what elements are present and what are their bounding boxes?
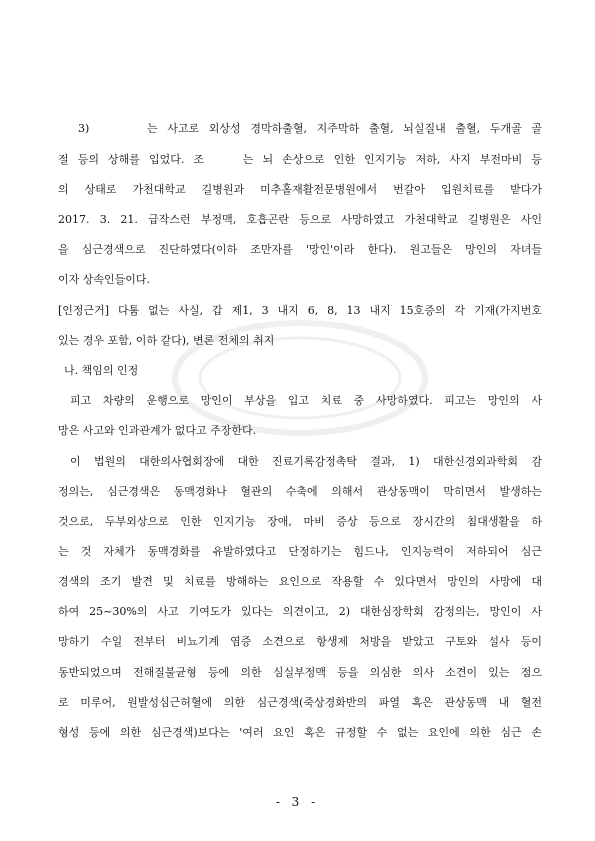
paragraph-line: 망은 사고와 인과관계가 없다고 주장한다.: [58, 424, 257, 437]
paragraph-line: 는 것 자체가 동맥경화를 유발하였다고 단정하기는 힘드나, 인지능력이 저하되어 심근: [58, 545, 542, 558]
paragraph-line: 이자 상속인들이다.: [58, 273, 151, 286]
evidence-basis-line: 있는 경우 포함, 이하 같다), 변론 전체의 취지: [58, 334, 275, 347]
paragraph-line: 절 등의 상해를 입었다. 조 는 뇌 손상으로 인한 인지기능 저하, 사지 부전마비 등: [58, 153, 542, 166]
paragraph-line: 하여 25~30%의 사고 기여도가 있다는 의견이고, 2) 대한심장학회 감정의는, 망인이 사: [58, 605, 542, 618]
paragraph-line: 망하기 수일 전부터 비뇨기계 염증 소견으로 항생제 처방을 받았고 구토와 설사 등이: [58, 635, 542, 648]
paragraph-line: 을 심근경색으로 진단하였다(이하 조만자를 '망인'이라 한다). 원고들은 망인의 자녀들: [58, 243, 542, 256]
paragraph-line: 의 상태로 가천대학교 길병원과 미추홀재활전문병원에서 번갈아 입원치료를 받다가: [58, 183, 542, 196]
section-heading: 나. 책임의 인정: [64, 364, 139, 377]
paragraph-line: 형성 등에 의한 심근경색)보다는 '여러 요인 혹은 규정할 수 없는 요인에 의한 심근 손: [58, 726, 542, 739]
evidence-basis-line: [인정근거] 다툼 없는 사실, 갑 제1, 3 내지 6, 8, 13 내지 15호증의 각 기재(가지번호: [58, 304, 542, 317]
paragraph-line: 정의는, 심근경색은 동맥경화나 혈관의 수축에 의해서 관상동맥이 막히면서 발생하는: [58, 485, 542, 498]
paragraph-line: 경색의 조기 발견 및 치료를 방해하는 요인으로 작용할 수 있다면서 망인의 사망에 대: [58, 575, 542, 588]
paragraph-line: 피고 차량의 운행으로 망인이 부상을 입고 치료 중 사망하였다. 피고는 망인의 사: [70, 394, 542, 407]
paragraph-line: 2017. 3. 21. 급작스런 부정맥, 호흡곤란 등으로 사망하였고 가천대학교 길병원은 사인: [58, 213, 542, 226]
paragraph-line: 것으로, 두부외상으로 인한 인지기능 장애, 마비 증상 등으로 장시간의 침대생활을 하: [58, 515, 542, 528]
paragraph-line: 3) 는 사고로 외상성 경막하출혈, 지주막하 출혈, 뇌실질내 출혈, 두개골 골: [78, 122, 542, 135]
paragraph-line: 로 미루어, 원발성심근허혈에 의한 심근경색(죽상경화반의 파열 혹은 관상동맥 내 혈전: [58, 696, 542, 709]
paragraph-line: 동반되었으며 전해질불균형 등에 의한 심실부정맥 등을 의심한 의사 소견이 있는 점으: [58, 666, 542, 679]
paragraph-line: 이 법원의 대한의사협회장에 대한 진료기록감정촉탁 결과, 1) 대한신경외과학회 감: [70, 455, 542, 468]
page-number: - 3 -: [275, 795, 320, 809]
